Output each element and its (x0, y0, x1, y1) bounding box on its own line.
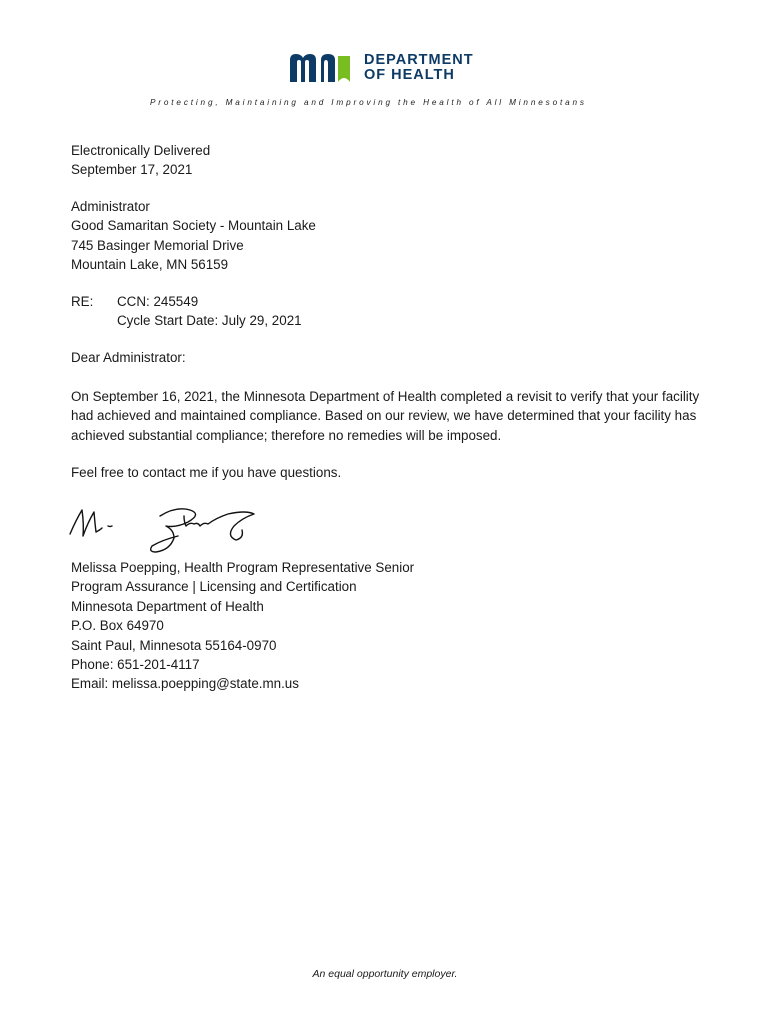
delivery-block (71, 141, 210, 180)
logo-line-department: DEPARTMENT (364, 52, 474, 68)
recipient-line: Mountain Lake, MN 56159 (71, 257, 229, 273)
sender-po-box: P.O. Box 64970 (71, 618, 164, 634)
sender-email: Email: melissa.poepping@state.mn.us (71, 676, 299, 692)
recipient-address (71, 197, 316, 275)
department-of-health-wordmark (364, 53, 474, 83)
footer-equal-opportunity: An equal opportunity employer. (312, 968, 458, 980)
sender-name-title: Melissa Poepping, Health Program Representative Senior (71, 560, 415, 575)
sender-organization: Minnesota Department of Health (71, 598, 264, 614)
salutation: Dear Administrator: (71, 350, 186, 365)
mdh-logo (288, 52, 474, 84)
sender-signature-block (71, 558, 414, 694)
sender-program: Program Assurance | Licensing and Certification (71, 579, 357, 595)
re-label: RE: (71, 294, 94, 309)
body-paragraph: On September 16, 2021, the Minnesota Department of Health completed a revisit to verify that your facility had achieved and maintained compliance. Based on our review, we have determined that your facility has achieved substantial compliance; therefore no remedies will be imposed. (71, 389, 700, 443)
recipient-line: Good Samaritan Society - Mountain Lake (71, 218, 316, 234)
letter-date: September 17, 2021 (71, 162, 193, 178)
mn-state-logo-icon (288, 52, 356, 84)
tagline: Protecting, Maintaining and Improving the Health of All Minnesotans (150, 98, 587, 107)
cycle-start-date: Cycle Start Date: July 29, 2021 (117, 313, 302, 329)
sender-city: Saint Paul, Minnesota 55164-0970 (71, 637, 277, 653)
logo-line-of-health: OF HEALTH (364, 67, 455, 83)
recipient-line: Administrator (71, 199, 150, 214)
closing-paragraph: Feel free to contact me if you have questions. (71, 465, 342, 480)
recipient-line: 745 Basinger Memorial Drive (71, 237, 244, 253)
handwritten-signature (66, 500, 266, 563)
sender-phone: Phone: 651-201-4117 (71, 657, 200, 673)
delivery-method: Electronically Delivered (71, 143, 211, 158)
ccn-number: CCN: 245549 (117, 294, 199, 309)
